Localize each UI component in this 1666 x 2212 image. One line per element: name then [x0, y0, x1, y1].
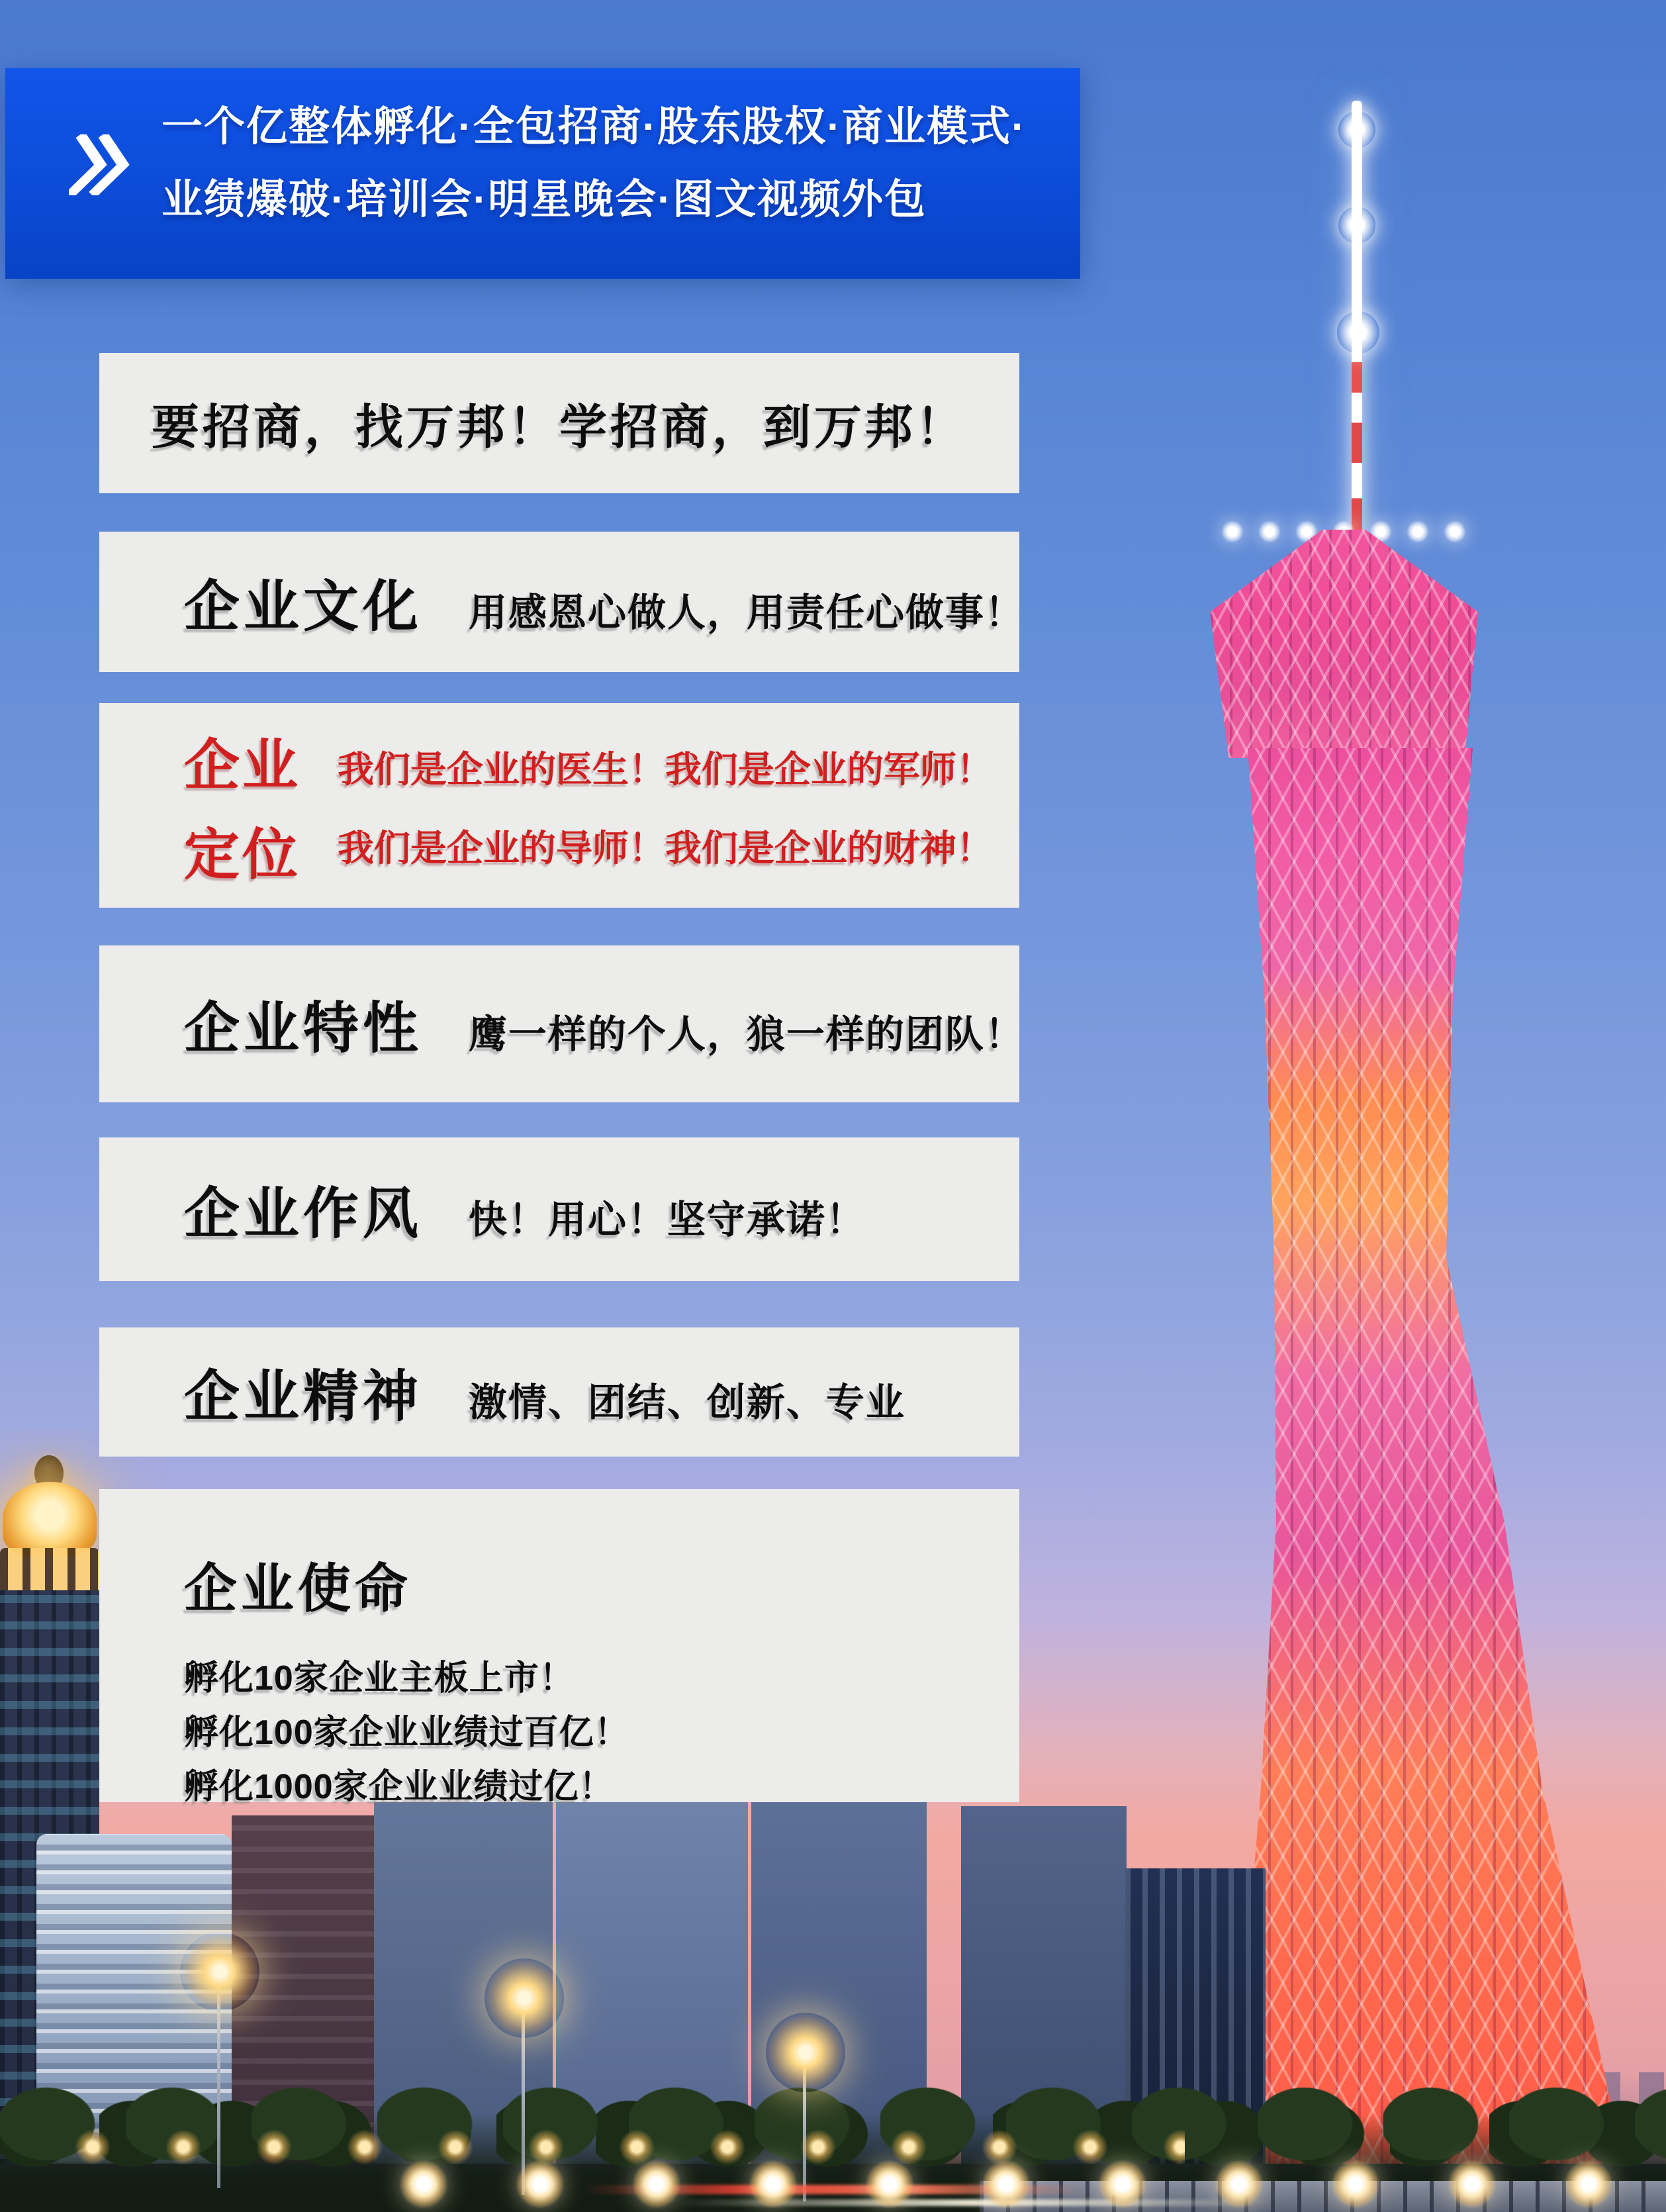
- culture-title: 企业文化: [184, 575, 423, 638]
- mission-card: [99, 1489, 1019, 1806]
- antenna-light-icon: [1338, 207, 1375, 244]
- culture-card: [99, 532, 1025, 672]
- mission-line-2: 孵化100家企业业绩过百亿！: [184, 1713, 629, 1752]
- golden-dome: [3, 1482, 97, 1556]
- mission-line-1: 孵化10家企业主板上市！: [184, 1659, 575, 1698]
- traits-title: 企业特性: [184, 997, 423, 1059]
- promo-banner: [5, 68, 1080, 279]
- traits-card: [99, 945, 1025, 1102]
- slogan-text: 要招商，找万邦！学招商，到万邦！: [151, 401, 967, 454]
- tower-top-bowl: [1210, 530, 1478, 758]
- positioning-line1: 我们是企业的医生！我们是企业的军师！: [338, 748, 994, 790]
- street-lamp-flare-icon: [766, 2013, 845, 2092]
- spirit-text: 激情、团结、创新、专业: [469, 1381, 906, 1424]
- street-lamp-flare-icon: [485, 1958, 564, 2038]
- street-lamp-flare-icon: [180, 1932, 259, 2011]
- traits-text: 鹰一样的个人，狼一样的团队！: [469, 1013, 1025, 1056]
- slogan-card: [99, 353, 1019, 493]
- double-chevron-icon: [69, 134, 132, 195]
- mission-title: 企业使命: [184, 1559, 412, 1618]
- positioning-line2: 我们是企业的导师！我们是企业的财神！: [338, 827, 994, 869]
- positioning-title-line1: 企业: [184, 734, 301, 796]
- banner-line-1: 一个亿整体孵化·全包招商·股东股权·商业模式·: [162, 104, 1027, 150]
- mission-line-3: 孵化1000家企业业绩过亿！: [184, 1768, 614, 1806]
- style-card: [99, 1137, 1019, 1281]
- positioning-card: [99, 703, 1019, 908]
- bright-lamp-row: [397, 2160, 1666, 2209]
- banner-line-2: 业绩爆破·培训会·明星晚会·图文视频外包: [162, 177, 927, 222]
- banner-text: [162, 91, 1027, 236]
- spirit-card: [99, 1327, 1019, 1457]
- spirit-title: 企业精神: [184, 1365, 423, 1427]
- tower-lattice-body: [1223, 748, 1635, 2212]
- antenna-light-icon: [1338, 111, 1375, 148]
- dome-colonnade: [0, 1548, 99, 1594]
- positioning-title-line2: 定位: [184, 823, 301, 886]
- antenna-light-icon: [1337, 311, 1379, 354]
- style-title: 企业作风: [184, 1182, 423, 1245]
- culture-text: 用感恩心做人，用责任心做事！: [469, 591, 1025, 634]
- style-text: 快！用心！坚守承诺！: [469, 1198, 866, 1241]
